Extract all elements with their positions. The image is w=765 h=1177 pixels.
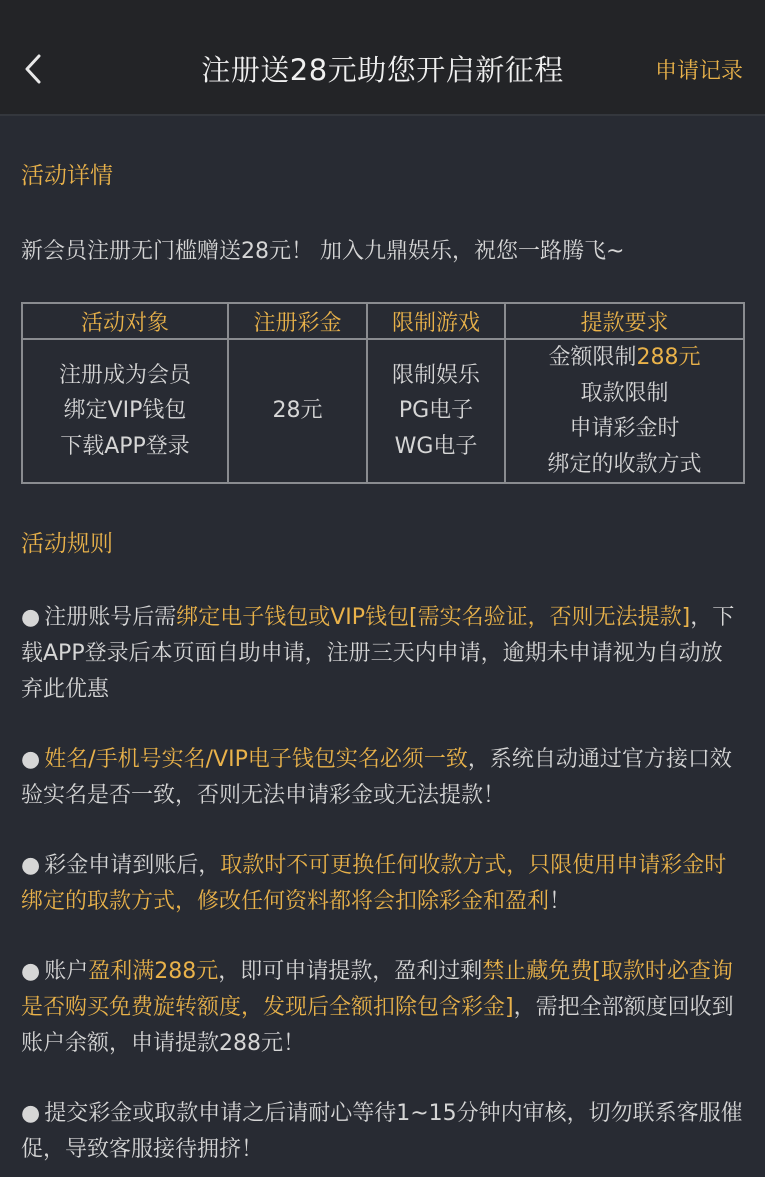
rule-item [21,848,744,920]
game-line: WG电子 [394,433,478,459]
rule-text: ！ [549,889,572,914]
game-line: PG电子 [398,398,474,424]
withdraw-line: 绑定的收款方式 [547,451,702,477]
bullet-icon: ● [21,605,41,630]
rule-item [21,600,744,708]
target-cell [22,339,228,483]
details-title: 活动详情 [21,163,113,189]
withdraw-line: 取款限制 [580,380,669,406]
rule-text: ，下载APP登录后本页面自助申请，注册三天内申请，逾期未申请视为自动放弃此优惠 [21,605,735,702]
target-line: 下载APP登录 [60,433,190,459]
withdraw-amount-value: 288元 [636,345,701,370]
table-header-row [22,303,744,339]
promo-table [21,302,745,484]
rule-item [21,954,744,1062]
details-intro: 新会员注册无门槛赠送28元！ 加入九鼎娱乐，祝您一路腾飞~ [21,239,625,264]
rule-text: ，即可申请提款，盈利过剩 [218,959,483,984]
rule-text: ，系统自动通过官方接口效验实名是否一致，否则无法申请彩金或无法提款！ [21,747,732,808]
rules-list [21,600,744,1168]
rule-highlight-text: 禁止藏免费[取款时必查询是否购买免费旋转额度，发现后全额扣除包含彩金] [21,959,733,1020]
header-bar [0,0,765,116]
col-header-games: 限制游戏 [367,303,505,339]
rule-item [21,1096,744,1168]
bullet-icon: ● [21,853,41,878]
page-title: 注册送28元助您开启新征程 [201,53,564,87]
withdraw-line: 申请彩金时 [569,416,680,441]
apply-record-link[interactable]: 申请记录 [654,59,743,84]
rule-text: 彩金申请到账后， [44,853,221,878]
bullet-icon: ● [21,1101,41,1126]
rules-title: 活动规则 [21,531,113,557]
target-line: 注册成为会员 [58,362,191,388]
main-content [0,160,765,1168]
target-line: 绑定VIP钱包 [63,398,187,424]
withdraw-amount-line [506,340,743,376]
rule-item [21,742,744,814]
col-header-target: 活动对象 [22,303,228,339]
col-header-withdraw: 提款要求 [505,303,744,339]
rule-text: ，需把全部额度回收到账户余额，申请提款288元！ [21,995,734,1056]
rule-text: 提交彩金或取款申请之后请耐心等待1~15分钟内审核，切勿联系客服催促，导致客服接待拥挤！ [21,1101,743,1162]
rule-highlight-text: 姓名/手机号实名/VIP电子钱包实名必须一致 [44,747,468,772]
rule-text: 注册账号后需 [44,605,177,630]
table-row [22,339,744,483]
games-cell [367,339,505,483]
rule-text: 账户 [44,959,89,984]
rule-highlight-text: 取款时不可更换任何收款方式，只限使用申请彩金时绑定的取款方式，修改任何资料都将会扣除彩金和盈利 [21,853,727,914]
rule-highlight-text: 绑定电子钱包或VIP钱包[需实名验证，否则无法提款] [176,605,691,630]
withdraw-amount-prefix: 金额限制 [548,345,637,370]
rule-highlight-text: 盈利满288元 [88,959,219,984]
bullet-icon: ● [21,959,41,984]
col-header-bonus: 注册彩金 [228,303,367,339]
bonus-cell: 28元 [228,339,367,483]
game-line: 限制娱乐 [391,362,480,388]
withdraw-cell [505,339,744,483]
bullet-icon: ● [21,747,41,772]
